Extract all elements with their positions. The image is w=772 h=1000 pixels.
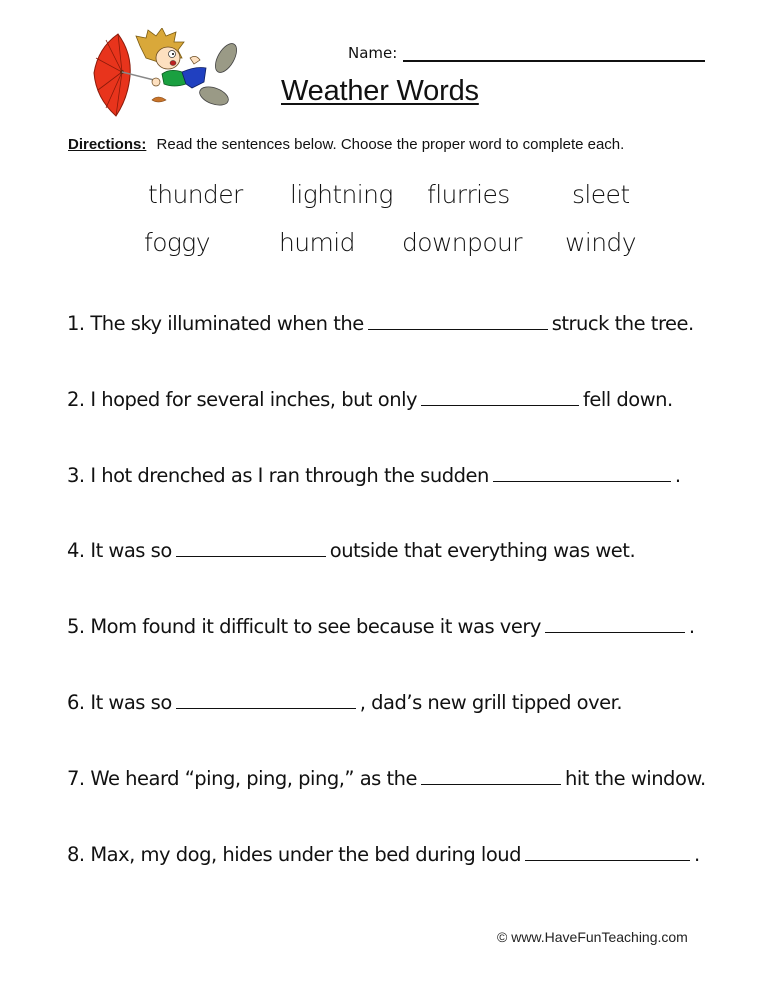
directions (68, 136, 624, 153)
word-bank-item: downpour (402, 228, 522, 257)
sentence-number: 5. (67, 615, 85, 638)
sentence-before: Mom found it difficult to see because it was very (90, 615, 541, 638)
answer-blank[interactable] (493, 464, 671, 482)
sentence-4 (67, 539, 635, 562)
answer-blank[interactable] (176, 539, 326, 557)
sentence-before: The sky illuminated when the (90, 312, 364, 335)
answer-blank[interactable] (545, 615, 685, 633)
sentence-after: struck the tree. (551, 312, 694, 335)
directions-label: Directions: (68, 136, 147, 153)
sentence-number: 3. (67, 464, 85, 487)
sentence-2 (67, 388, 673, 411)
sentence-5 (67, 615, 695, 638)
sentence-before: Max, my dog, hides under the bed during loud (90, 843, 522, 866)
sentence-number: 2. (67, 388, 85, 411)
word-bank-item: windy (565, 228, 636, 257)
answer-blank[interactable] (176, 691, 356, 709)
sentence-after: fell down. (583, 388, 673, 411)
sentence-before: I hoped for several inches, but only (90, 388, 418, 411)
sentence-after: . (688, 615, 695, 638)
sentence-after: outside that everything was wet. (329, 539, 636, 562)
name-input-line[interactable] (403, 44, 705, 62)
sentence-number: 7. (67, 767, 85, 790)
sentence-number: 4. (67, 539, 85, 562)
sentence-before: We heard “ping, ping, ping,” as the (90, 767, 418, 790)
word-bank-item: sleet (572, 180, 630, 209)
sentence-8 (67, 843, 700, 866)
sentence-number: 1. (67, 312, 85, 335)
sentence-3 (67, 464, 681, 487)
sentence-before: It was so (90, 691, 172, 714)
worksheet-title: Weather Words (281, 75, 479, 107)
word-bank-item: humid (279, 228, 355, 257)
sentence-6 (67, 691, 622, 714)
copyright-footer: © www.HaveFunTeaching.com (497, 929, 688, 945)
answer-blank[interactable] (421, 388, 579, 406)
answer-blank[interactable] (368, 312, 548, 330)
word-bank-item: thunder (148, 180, 243, 209)
sentence-number: 6. (67, 691, 85, 714)
sentence-after: . (674, 464, 681, 487)
name-field-row (348, 44, 705, 62)
sentence-after: . (694, 843, 700, 866)
sentence-after: hit the window. (565, 767, 706, 790)
answer-blank[interactable] (525, 843, 690, 861)
directions-text: Read the sentences below. Choose the proper word to complete each. (156, 136, 625, 153)
boy-umbrella-wind-illustration (88, 28, 253, 120)
sentence-before: It was so (90, 539, 172, 562)
sentence-number: 8. (67, 843, 85, 866)
word-bank-item: foggy (144, 228, 210, 257)
word-bank-item: flurries (427, 180, 510, 209)
sentence-before: I hot drenched as I ran through the sudden (90, 464, 489, 487)
sentence-7 (67, 767, 706, 790)
answer-blank[interactable] (421, 767, 561, 785)
sentence-1 (67, 312, 694, 335)
word-bank-item: lightning (290, 180, 393, 209)
name-label: Name: (348, 44, 398, 62)
sentence-after: , dad’s new grill tipped over. (359, 691, 623, 714)
